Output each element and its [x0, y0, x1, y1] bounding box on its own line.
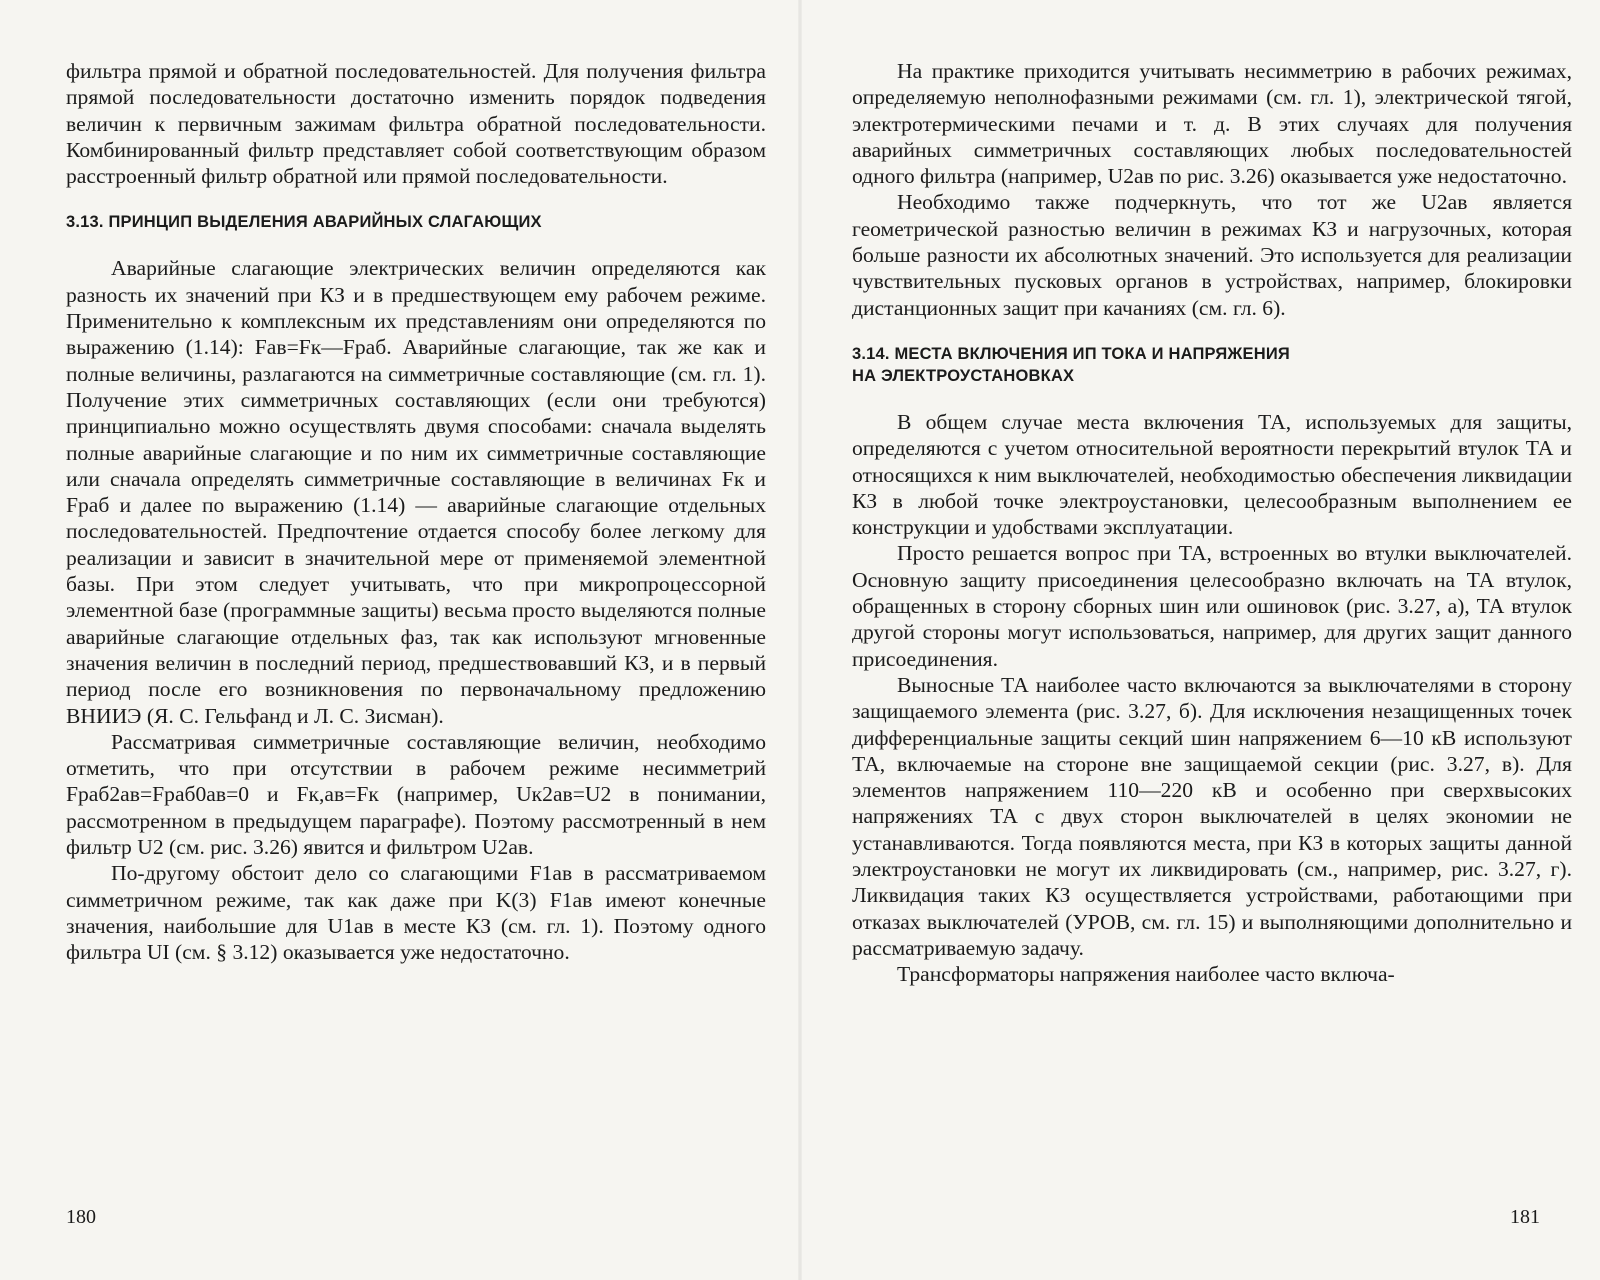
section-heading-3-14-line-2: НА ЭЛЕКТРОУСТАНОВКАХ [852, 366, 1075, 385]
right-paragraph-6: Трансформаторы напряжения наиболее часто включа- [897, 962, 1395, 987]
section-heading-3-13: 3.13. ПРИНЦИП ВЫДЕЛЕНИЯ АВАРИЙНЫХ СЛАГАЮЩИХ [66, 213, 542, 232]
section-heading-3-14-line-1: 3.14. МЕСТА ВКЛЮЧЕНИЯ ИП ТОКА И НАПРЯЖЕНИЯ [852, 344, 1290, 363]
right-paragraph-3: В общем случае места включения ТА, используемых для защиты, определяются с учетом относительной вероятности перекрытий втулок ТА и относящихся к ним выключателей, необходимостью обеспечения ликвидации КЗ в любой точке электроустановки, целесообразным выполнением ее конструкции и удобствами эксплуатации. [852, 409, 1572, 540]
left-text-column [66, 58, 766, 966]
right-paragraph-1: На практике приходится учитывать несимметрию в рабочих режимах, определяемую неполнофазными режимами (см. гл. 1), электрической тягой, электротермическими печами и т. д. В этих случаях для получения аварийных симметричных составляющих любых последовательностей одного фильтра (например, U2ав по рис. 3.26) оказывается уже недостаточно. [852, 59, 1572, 189]
page-number-left: 180 [66, 1206, 96, 1228]
right-page [800, 0, 1600, 1280]
page-number-right: 181 [1510, 1206, 1540, 1228]
left-paragraph-3: Рассматривая симметричные составляющие величин, необходимо отметить, что при отсутствии в рабочем режиме несимметрий Fраб2ав=Fраб0ав=0 и Fк,ав=Fк (например, Uк2ав=U2 в понимании, рассмотренном в предыдущем параграфе). Поэтому рассмотренный в нем фильтр U2 (см. рис. 3.26) явится и фильтром U2ав. [66, 729, 766, 860]
section-heading-3-14 [852, 343, 1572, 387]
right-text-column [852, 58, 1572, 988]
right-paragraph-4: Просто решается вопрос при ТА, встроенных во втулки выключателей. Основную защиту присоединения целесообразно включать на ТА втулок, обращенных в сторону сборных шин или ошиновок (рис. 3.27, а), ТА втулок другой стороны могут использоваться, например, для других защит данного присоединения. [852, 541, 1572, 671]
left-paragraph-1: фильтра прямой и обратной последовательностей. Для получения фильтра прямой последовательности достаточно изменить порядок подведения величин к первичным зажимам фильтра обратной последовательности. Комбинированный фильтр представляет собой соответствующим образом расстроенный фильтр обратной или прямой последовательности. [66, 59, 766, 189]
right-paragraph-5: Выносные ТА наиболее часто включаются за выключателями в сторону защищаемого элемента (рис. 3.27, б). Для исключения незащищенных точек дифференциальные защиты секций шин напряжением 6—10 кВ используют ТА, включаемые на стороне вне защищаемой секции (рис. 3.27, в). Для элементов напряжением 110—220 кВ и особенно при сверхвысоких напряжениях ТА с двух сторон выключателей в целях экономии не устанавливаются. Тогда появляются места, при КЗ в которых защиты данной электроустановки не могут их ликвидировать (см., например, рис. 3.27, г). Ликвидация таких КЗ осуществляется устройствами, работающими при отказах выключателей (УРОВ, см. гл. 15) и выполняющими дополнительно и рассматриваемую задачу. [852, 672, 1572, 960]
left-paragraph-4: По-другому обстоит дело со слагающими F1ав в рассматриваемом симметричном режиме, так как даже при K(3) F1ав имеют конечные значения, наибольшие для U1ав в месте КЗ (см. гл. 1). Поэтому одного фильтра UI (см. § 3.12) оказывается уже недостаточно. [66, 861, 766, 965]
right-paragraph-2: Необходимо также подчеркнуть, что тот же U2ав является геометрической разностью величин в режимах КЗ и нагрузочных, которая больше разности их абсолютных значений. Это используется для реализации чувствительных пусковых органов в устройствах, например, блокировки дистанционных защит при качаниях (см. гл. 6). [852, 190, 1572, 320]
left-paragraph-2: Аварийные слагающие электрических величин определяются как разность их значений при КЗ и в предшествующем ему рабочем режиме. Применительно к комплексным их представлениям они определяются по выражению (1.14): Fав=Fк—Fраб. Аварийные слагающие, так же как и полные величины, разлагаются на симметричные составляющие (см. гл. 1). Получение этих симметричных составляющих (если они требуются) принципиально можно осуществлять двумя способами: сначала выделять полные аварийные слагающие и по ним их симметричные составляющие или сначала определять симметричные составляющие в величинах Fк и Fраб и далее по выражению (1.14) — аварийные слагающие отдельных последовательностей. Предпочтение отдается способу более легкому для реализации и зависит в значительной мере от применяемой элементной базы. При этом следует учитывать, что при микропроцессорной элементной базе (программные защиты) весьма просто выделяются полные аварийные слагающие отдельных фаз, так как используют мгновенные значения величин в последний период, предшествовавший КЗ, и в первый период после его возникновения по первоначальному предложению ВНИИЭ (Я. С. Гельфанд и Л. С. Зисман). [66, 256, 766, 728]
